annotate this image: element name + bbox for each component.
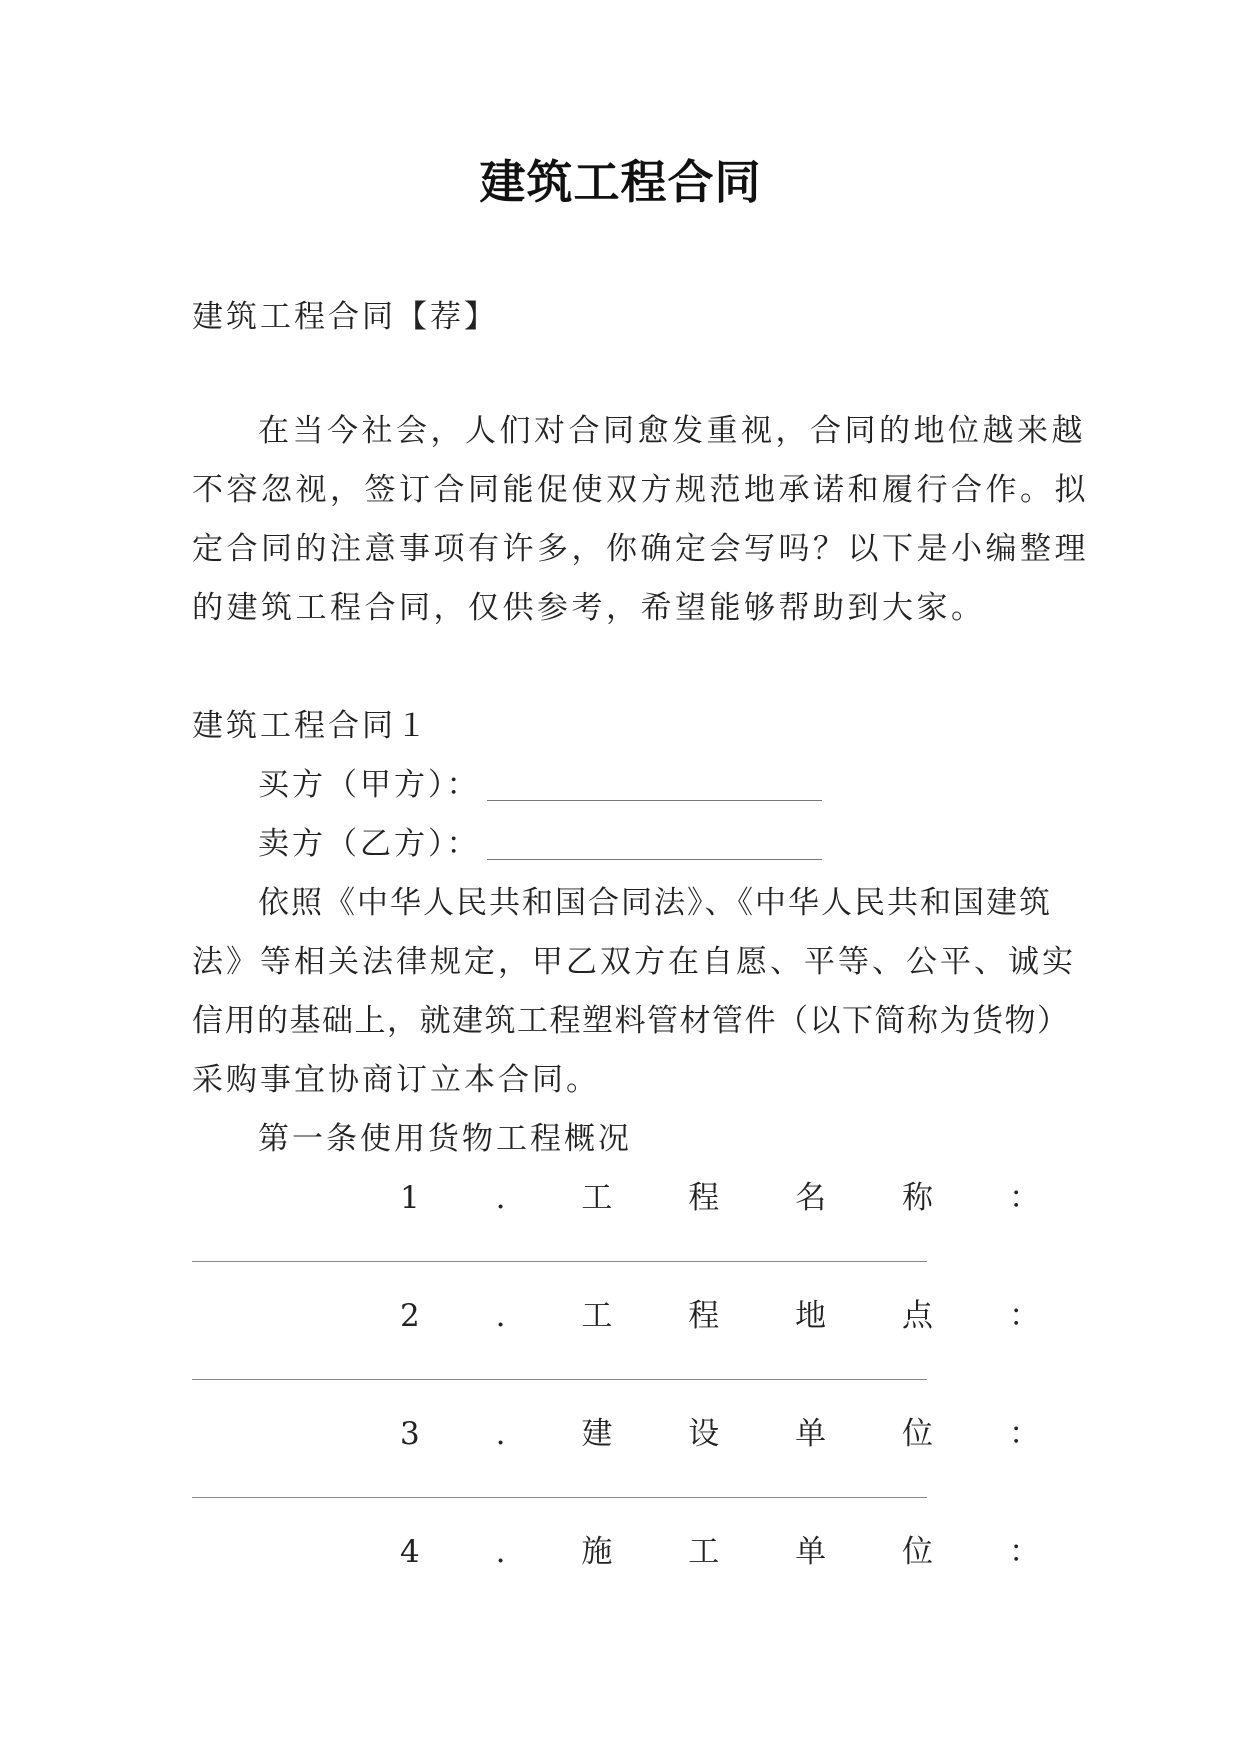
item-char: 工: [581, 1298, 613, 1334]
item-number: 1: [400, 1180, 420, 1216]
item-row-3: [400, 1414, 1040, 1454]
item-char: 程: [688, 1180, 720, 1216]
item-colon: ：: [1008, 1180, 1040, 1216]
item-dot: .: [495, 1298, 506, 1334]
item-row-4: [400, 1532, 1040, 1572]
section-heading: 建筑工程合同１: [192, 708, 430, 744]
item-blank-3: [192, 1497, 927, 1498]
item-row-1: [400, 1178, 1040, 1218]
item-dot: .: [495, 1416, 506, 1452]
item-char: 位: [902, 1416, 934, 1452]
item-char: 地: [795, 1298, 827, 1334]
intro-line-3: 定合同的注意事项有许多，你确定会写吗？以下是小编整理: [192, 531, 1089, 567]
item-colon: ：: [1008, 1534, 1040, 1570]
item-char: 单: [795, 1416, 827, 1452]
buyer-row: [258, 765, 822, 805]
item-char: 工: [688, 1534, 720, 1570]
intro-line-2: 不容忽视，签订合同能促使双方规范地承诺和履行合作。拟: [192, 472, 1089, 508]
document-title: 建筑工程合同: [479, 155, 762, 209]
intro-line-4: 的建筑工程合同，仅供参考，希望能够帮助到大家。: [192, 590, 986, 626]
item-char: 施: [581, 1534, 613, 1570]
buyer-blank: [487, 770, 822, 801]
seller-blank: [487, 829, 822, 860]
item-blank-1: [192, 1261, 927, 1262]
item-dot: .: [495, 1534, 506, 1570]
body-line-1: 依照《中华人民共和国合同法》、《中华人民共和国建筑: [258, 885, 1052, 921]
item-char: 名: [795, 1180, 827, 1216]
buyer-label: 买方（甲方）：: [258, 767, 481, 803]
item-number: 3: [400, 1416, 420, 1452]
item-char: 工: [581, 1180, 613, 1216]
seller-row: [258, 824, 822, 864]
item-char: 点: [902, 1298, 934, 1334]
item-number: 4: [400, 1534, 420, 1570]
item-colon: ：: [1008, 1298, 1040, 1334]
item-char: 称: [902, 1180, 934, 1216]
document-subtitle: 建筑工程合同【荐】: [192, 299, 498, 335]
item-char: 单: [795, 1534, 827, 1570]
body-line-4: 采购事宜协商订立本合同。: [192, 1062, 600, 1098]
body-line-3: 信用的基础上，就建筑工程塑料管材管件（以下简称为货物）: [192, 1003, 1070, 1039]
body-line-2: 法》等相关法律规定，甲乙双方在自愿、平等、公平、诚实: [192, 944, 1076, 980]
item-number: 2: [400, 1298, 420, 1334]
item-blank-2: [192, 1379, 927, 1380]
item-dot: .: [495, 1180, 506, 1216]
intro-line-1: 在当今社会，人们对合同愈发重视，合同的地位越来越: [258, 413, 1086, 449]
item-row-2: [400, 1296, 1040, 1336]
item-char: 设: [688, 1416, 720, 1452]
item-char: 位: [902, 1534, 934, 1570]
item-char: 建: [581, 1416, 613, 1452]
seller-label: 卖方（乙方）：: [258, 826, 481, 862]
item-char: 程: [688, 1298, 720, 1334]
item-colon: ：: [1008, 1416, 1040, 1452]
article-1-heading: 第一条使用货物工程概况: [258, 1121, 632, 1157]
